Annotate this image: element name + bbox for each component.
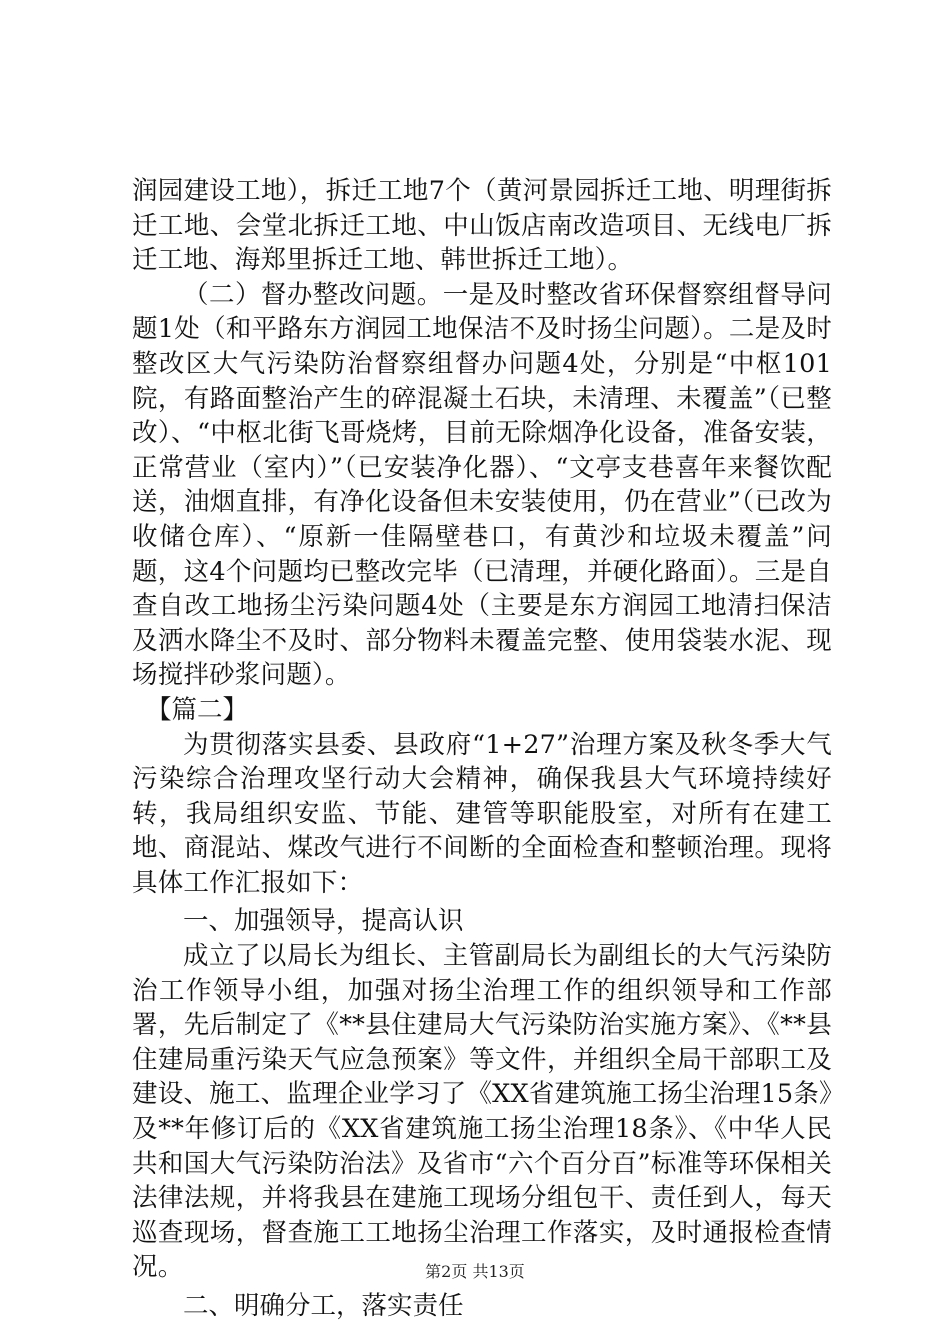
document-body [132, 174, 832, 1324]
paragraph-leadership-group: 成立了以局长为组长、主管副局长为副组长的大气污染防治工作领导小组，加强对扬尘治理工作的组织领导和工作部署，先后制定了《**县住建局大气污染防治实施方案》、《**县住建局重污染天气应急预案》等文件，并组织全局干部职工及建设、施工、监理企业学习了《XX省建筑施工扬尘治理15条》及**年修订后的《XX省建筑施工扬尘治理18条》、《中华人民共和国大气污染防治法》及省市“六个百分百”标准等环保相关法律法规，并将我县在建施工现场分组包干、责任到人，每天巡查现场，督查施工工地扬尘治理工作落实，及时通报检查情况。 [132, 941, 832, 1283]
paragraph-continuation: 润园建设工地），拆迁工地7个（黄河景园拆迁工地、明理街拆迁工地、会堂北拆迁工地、中山饭店南改造项目、无线电厂拆迁工地、海郑里拆迁工地、韩世拆迁工地）。 [132, 176, 832, 276]
section-heading-leadership: 一、加强领导，提高认识 [183, 906, 464, 937]
section-heading-responsibility: 二、明确分工，落实责任 [183, 1291, 464, 1321]
section-tag-part-two: 【篇二】 [146, 694, 249, 725]
page-number-footer: 第2页 共13页 [425, 1262, 525, 1281]
paragraph-introduction: 为贯彻落实县委、县政府“1+27”治理方案及秋冬季大气污染综合治理攻坚行动大会精神，确保我县大气环境持续好转，我局组织安监、节能、建管等职能股室，对所有在建工地、商混站、煤改气进行不间断的全面检查和整顿治理。现将具体工作汇报如下： [132, 729, 832, 898]
paragraph-supervision-rectification: （二）督办整改问题。一是及时整改省环保督察组督导问题1处（和平路东方润园工地保洁不及时扬尘问题）。二是及时整改区大气污染防治督察组督办问题4处，分别是“中枢101院，有路面整治产生的碎混凝土石块，未清理、未覆盖”（已整改）、“中枢北街飞哥烧烤，目前无除烟净化设备，准备安装，正常营业（室内）”（已安装净化器）、“文亭支巷喜年来餐饮配送，油烟直排，有净化设备但未安装使用，仍在营业”（已改为收储仓库）、“原新一佳隔壁巷口，有黄沙和垃圾未覆盖”问题，这4个问题均已整改完毕（已清理，并硬化路面）。三是自查自改工地扬尘污染问题4处（主要是东方润园工地清扫保洁及洒水降尘不及时、部分物料未覆盖完整、使用袋装水泥、现场搅拌砂浆问题）。 [132, 279, 832, 691]
